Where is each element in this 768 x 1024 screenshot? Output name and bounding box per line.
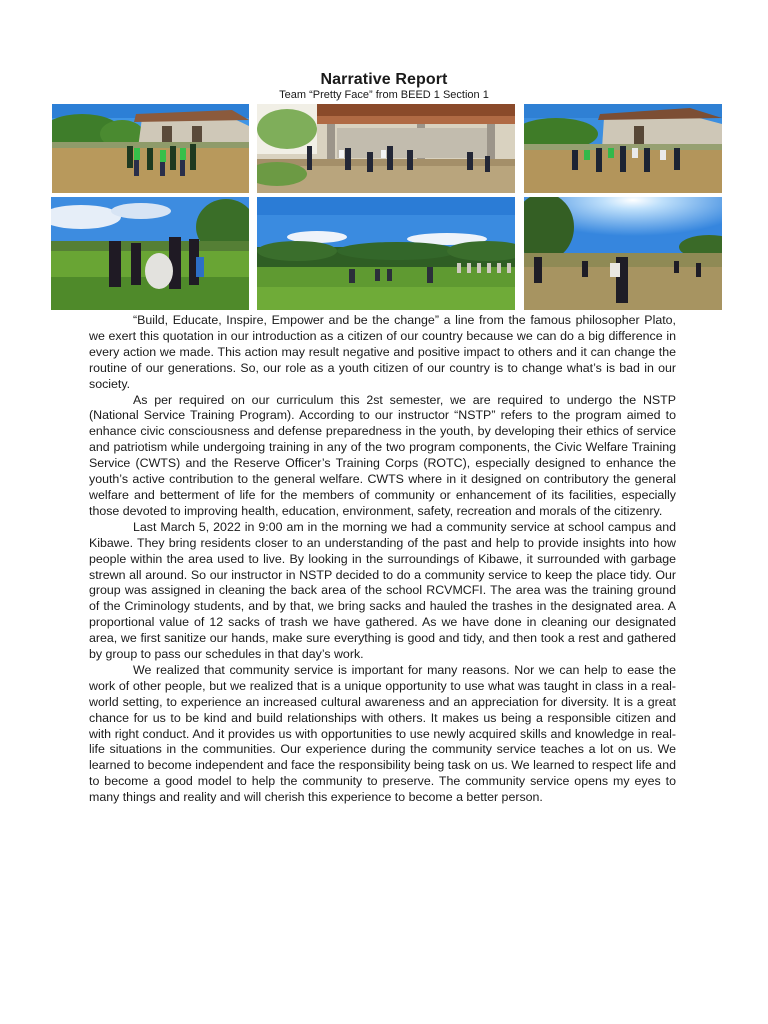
page-title: Narrative Report: [320, 71, 448, 88]
report-body: [89, 313, 676, 806]
page-subtitle: Team “Pretty Face” from BEED 1 Section 1: [279, 89, 489, 101]
photo-group-by-hut: [524, 104, 722, 193]
paragraph-community-service: Last March 5, 2022 in 9:00 am in the morning we had a community service at school campus and Kibawe. They bring residents closer to an understanding of the past and help to provide insights into how people within the area used to live. By looking in the surroundings of Kibawe, it surrounded with garbage strewn all around. So our instructor in NSTP decided to do a community service to keep the place tidy. Our group was assigned in cleaning the back area of the school RCVMCFI. The area was the training ground of the Criminology students, and by that, we bring sacks and hauled the trashes in the designated area. A proportional value of 12 sacks of trash we have gathered. As we have done in cleaning our designated area, we first sanitize our hands, make sure everything is good and tidy, and then took a rest and gathered by group to pass our schedules in that day’s work.: [89, 519, 676, 662]
paragraph-nstp: As per required on our curriculum this 2st semester, we are required to undergo the NSTP (National Service Training Program). According to our instructor “NSTP” refers to the program aimed to enhance civic consciousness and defense preparedness in the youth, by developing their ethics of service and patriotism while undergoing training in any of the two program components, the Civic Welfare Training Service (CWTS) and the Reserve Officer’s Training Corps (ROTC), especially designed to enhance the youth’s active contribution to the general welfare. CWTS where in it designed on contributory the general welfare and betterment of life for the members of community or enhancement of its facilities, especially those devoted to improving health, education, environment, safety, recreation and morals of the citizenry.: [89, 392, 676, 518]
photo-students-with-sack: [51, 197, 249, 310]
photo-sunny-field: [524, 197, 722, 310]
paragraph-reflection: We realized that community service is important for many reasons. Nor we can help to ease the work of other people, but we realized that is a unique opportunity to use what was taught in class in a real-world setting, to experience an increased cultural awareness and an appreciation for diversity. It is a great chance for us to be kind and build relationships with others. It makes us being a responsible citizen and with right conduct. And it provides us with opportunities to use newly acquired skills and knowledge in real-life situations in the communities. Our experience during the community service teaches a lot on us. We learned to become independent and face the responsibility being task on us. We learned to respect life and to become a good model to help the community to preserve. The community service opens my eyes to many things and reality and will cherish this experience to become a better person.: [89, 662, 676, 805]
photo-open-field: [257, 197, 515, 310]
paragraph-intro: “Build, Educate, Inspire, Empower and be the change” a line from the famous philosopher Plato, we exert this quotation in our introduction as a citizen of our country because we can do a big difference in every action we made. This action may result negative and positive impact to others and it can change the routine of our generations. So, our role as a youth citizen of our country is to change what’s is bad in our society.: [89, 313, 676, 391]
photo-group-near-building: [52, 104, 249, 193]
photo-group-under-roof: [257, 104, 515, 193]
